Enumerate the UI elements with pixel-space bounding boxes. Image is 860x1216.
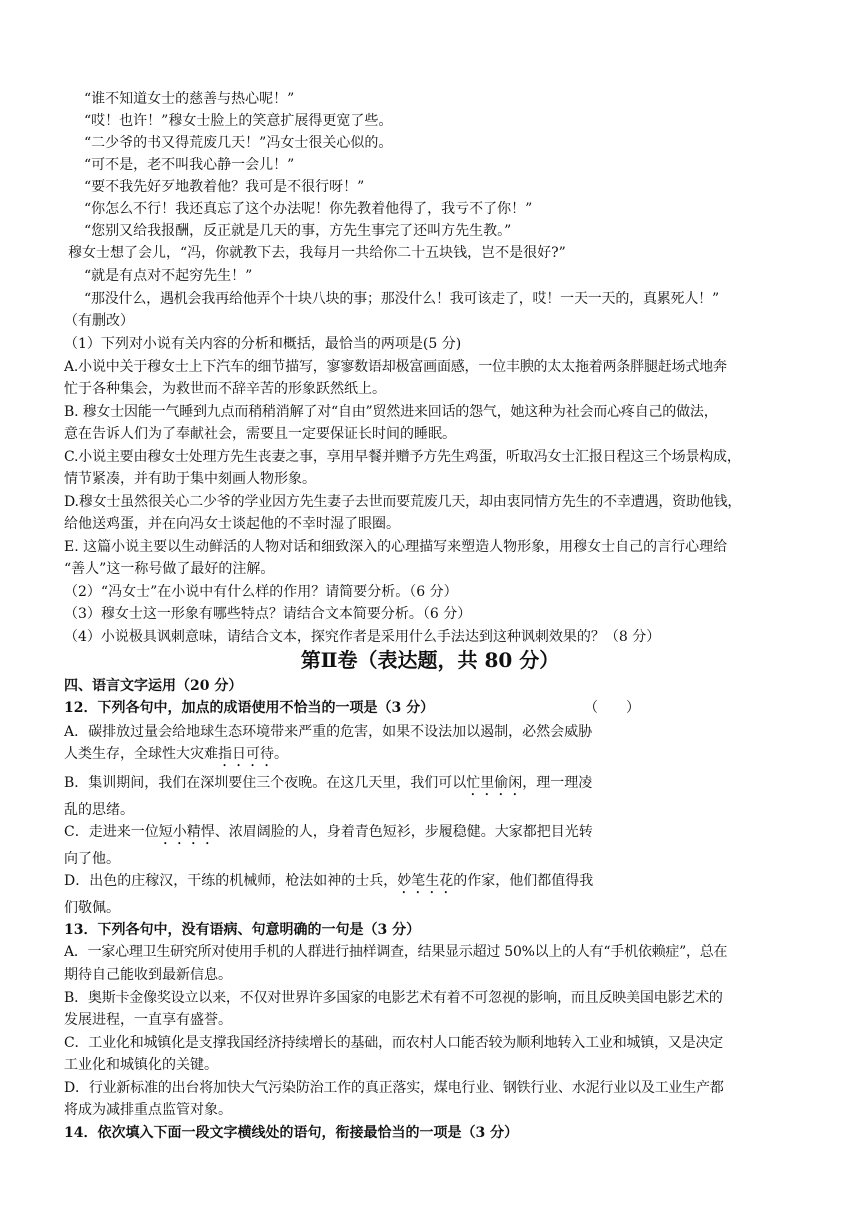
question-14: 14．依次填入下面一段文字横线处的语句，衔接最恰当的一项是（3 分） xyxy=(64,1125,519,1141)
question-13-option: B．奥斯卡金像奖设立以来，不仅对世界许多国家的电影艺术有着不可忽视的影响，而且反映美国电影艺术的 xyxy=(64,990,723,1006)
question-12-option-c-cont: 向了他。 xyxy=(64,851,120,867)
question-1-option: C.小说主要由穆女士处理方先生丧妻之事，享用早餐并赠予方先生鸡蛋，听取冯女士汇报日程这三个场景构成， xyxy=(64,449,741,465)
story-line: “你怎么不行！我还真忘了这个办法呢！你先教着他得了，我亏不了你！” xyxy=(84,201,533,217)
question-13-option: 发展进程，一直享有盛誉。 xyxy=(64,1012,232,1028)
option-a-text: 。 xyxy=(274,746,288,762)
question-1: （1）下列对小说有关内容的分析和概括，最恰当的两项是(5 分) xyxy=(64,336,462,352)
question-13: 13．下列各句中，没有语病、句意明确的一句是（3 分） xyxy=(64,922,421,938)
question-4: （4）小说极具讽刺意味，请结合文本，探究作者是采用什么手法达到这种讽刺效果的？（8 分） xyxy=(64,629,661,645)
story-source-note: （有删改） xyxy=(64,313,134,329)
question-12-option-d-cont: 们敬佩。 xyxy=(64,900,120,916)
question-1-option: 忙于各种集会，为救世而不辞辛苦的形象跃然纸上。 xyxy=(64,381,386,397)
option-d-text: D．出色的庄稼汉，干练的机械师，枪法如神的士兵， xyxy=(64,873,398,889)
option-d-text: 的作家，他们都值得我 xyxy=(453,873,594,889)
question-13-option: 工业化和城镇化的关键。 xyxy=(64,1057,218,1073)
question-12-option-c xyxy=(64,822,593,848)
question-1-option: E. 这篇小说主要以生动鲜活的人物对话和细致深入的心理描写来塑造人物形象，用穆女士自己的言行心理给 xyxy=(64,539,728,555)
question-1-option: A.小说中关于穆女士上下汽车的细节描写，寥寥数语却极富画面感，一位丰腴的太太拖着两条胖腿赶场式地奔 xyxy=(64,359,727,375)
story-line: “那没什么，遇机会我再给他弄个十块八块的事；那没什么！我可该走了，哎！一天一天的，真累死人！” xyxy=(84,291,719,307)
question-12-option-a-cont xyxy=(64,744,288,770)
question-13-option: A．一家心理卫生研究所对使用手机的人群进行抽样调查，结果显示超过 50%以上的人有“手机依赖症”，总在 xyxy=(64,944,728,960)
story-line: “要不我先好歹地教着他？我可是不很行呀！” xyxy=(84,179,365,195)
question-13-option: C．工业化和城镇化是支撑我国经济持续增长的基础，而农村人口能否较为顺利地转入工业和城镇，又是决定 xyxy=(64,1035,724,1051)
question-1-option: 意在告诉人们为了奉献社会，需要且一定要保证长时间的睡眠。 xyxy=(64,426,456,442)
question-1-option: B. 穆女士因能一气睡到九点而稍稍消解了对“自由”贸然进来回话的怨气，她这种为社会而心疼自己的做法， xyxy=(64,404,718,420)
question-13-option: D．行业新标准的出台将加快大气污染防治工作的真正落实，煤电行业、钢铁行业、水泥行业以及工业生产都 xyxy=(64,1080,724,1096)
option-b-text: ，理一理凌 xyxy=(522,775,593,791)
option-a-text: A．碳排放过量会给地球生态环境带来严重的危害，如果不设法加以遏制，必然会威胁 xyxy=(64,724,593,740)
question-1-option: D.穆女士虽然很关心二少爷的学业因方先生妻子去世而要荒废几天，却由衷同情方先生的不幸遭遇，资助他钱， xyxy=(64,494,742,510)
question-12-option-b-cont: 乱的思绪。 xyxy=(64,802,134,818)
option-c-text: C．走进来一位 xyxy=(64,824,159,840)
question-1-option: “善人”这一称号做了最好的注解。 xyxy=(64,561,275,577)
question-1-option: 给他送鸡蛋，并在向冯女士谈起他的不幸时湿了眼圈。 xyxy=(64,516,400,532)
answer-parentheses: （ ） xyxy=(584,700,640,716)
question-13-option: 将成为减排重点监管对象。 xyxy=(64,1102,232,1118)
part-2-title: 第Ⅱ卷（表达题，共 80 分） xyxy=(300,648,560,672)
question-12-option-a xyxy=(64,722,592,742)
question-12-option-b xyxy=(64,773,592,799)
story-line: 穆女士想了会儿，“冯，你就教下去，我每月一共给你二十五块钱，岂不是很好?” xyxy=(68,245,566,261)
dotted-idiom: 忙里偷闲 xyxy=(466,775,523,791)
option-b-text: B．集训期间，我们在深圳要住三个夜晚。在这几天里，我们可以 xyxy=(64,775,467,791)
question-1-option: 情节紧凑，并有助于集中刻画人物形象。 xyxy=(64,471,316,487)
story-line: “就是有点对不起穷先生！” xyxy=(84,268,253,284)
story-line: “谁不知道女士的慈善与热心呢！” xyxy=(84,91,295,107)
question-12-option-d xyxy=(64,871,593,897)
story-line: “二少爷的书又得荒废几天！”冯女士很关心似的。 xyxy=(84,135,393,151)
question-2: （2）“冯女士”在小说中有什么样的作用？请简要分析。（6 分） xyxy=(64,584,458,600)
dotted-idiom: 指日可待 xyxy=(218,746,274,762)
question-12: 12．下列各句中，加点的成语使用不恰当的一项是（3 分） xyxy=(64,700,435,716)
option-a-text: 人类生存，全球性大灾难 xyxy=(64,746,218,762)
option-c-text: 、浓眉阔脸的人，身着青色短衫，步履稳健。大家都把目光转 xyxy=(214,824,593,840)
question-13-option: 期待自己能收到最新信息。 xyxy=(64,967,232,983)
story-line: “可不是，老不叫我心静一会儿！” xyxy=(84,157,295,173)
question-3: （3）穆女士这一形象有哪些特点？请结合文本简要分析。（6 分） xyxy=(64,606,472,622)
story-line: “哎！也许！”穆女士脸上的笑意扩展得更宽了些。 xyxy=(84,113,393,129)
section-4-heading: 四、语言文字运用（20 分） xyxy=(64,678,243,694)
dotted-idiom: 妙笔生花 xyxy=(397,873,454,889)
story-line: “您别又给我报酬，反正就是几天的事，方先生事完了还叫方先生教。” xyxy=(84,223,512,239)
dotted-idiom: 短小精悍 xyxy=(158,824,215,840)
